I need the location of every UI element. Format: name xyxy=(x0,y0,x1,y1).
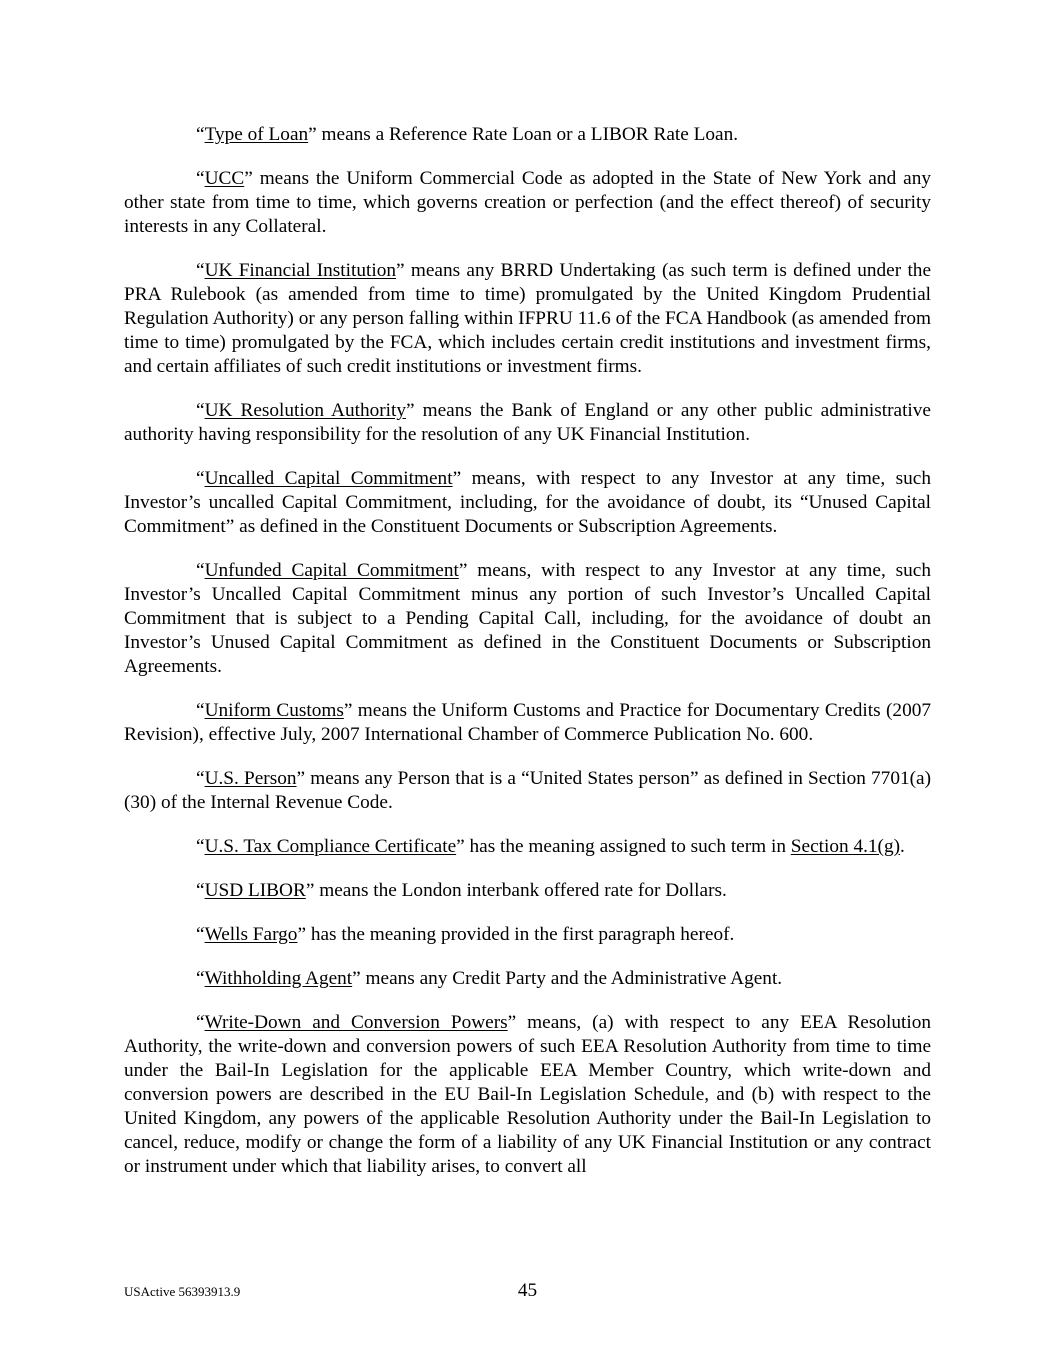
definition-us-person xyxy=(124,767,931,815)
definition-withholding-agent xyxy=(124,967,931,991)
open-quote: “ xyxy=(196,836,205,857)
defined-term: USD LIBOR xyxy=(204,880,306,901)
open-quote: “ xyxy=(196,260,205,281)
defined-term: Uniform Customs xyxy=(204,700,344,721)
definition-uk-financial-institution xyxy=(124,259,931,379)
open-quote: “ xyxy=(196,768,205,789)
defined-term: Type of Loan xyxy=(204,124,309,145)
defined-term: U.S. Tax Compliance Certificate xyxy=(204,836,457,857)
open-quote: “ xyxy=(196,168,205,189)
open-quote: “ xyxy=(196,700,205,721)
definition-usd-libor xyxy=(124,879,931,903)
definition-text: ” means the Uniform Commercial Code as adopted in the State of New York and any other state from time to time, which governs creation or perfection (and the effect thereof) of security interests in any Collateral. xyxy=(124,168,931,237)
defined-term: Wells Fargo xyxy=(204,924,298,945)
open-quote: “ xyxy=(196,1012,205,1033)
definition-text: ” has the meaning assigned to such term in xyxy=(456,836,791,857)
defined-term: Write-Down and Conversion Powers xyxy=(204,1012,508,1033)
defined-term: UCC xyxy=(204,168,245,189)
document-body xyxy=(124,123,931,1199)
definition-write-down-and-conversion-powers xyxy=(124,1011,931,1179)
definition-text: ” means a Reference Rate Loan or a LIBOR Rate Loan. xyxy=(308,124,739,145)
open-quote: “ xyxy=(196,400,205,421)
open-quote: “ xyxy=(196,880,205,901)
definition-text: ” means any BRRD Undertaking (as such term is defined under the PRA Rulebook (as amended from time to time) promulgated by the United Kingdom Prudential Regulation Authority) or any person falling within IFPRU 11.6 of the FCA Handbook (as amended from time to time) promulgated by the FCA, which includes certain credit institutions and investment firms, and certain affiliates of such credit institutions or investment firms. xyxy=(124,260,931,377)
definition-text: ” means, (a) with respect to any EEA Resolution Authority, the write-down and conversion powers of such EEA Resolution Authority from time to time under the Bail-In Legislation for the applicable EEA Member Country, which write-down and conversion powers are described in the EU Bail-In Legislation Schedule, and (b) with respect to the United Kingdom, any powers of the applicable Resolution Authority under the Bail-In Legislation to cancel, reduce, modify or change the form of a liability of any UK Financial Institution or any contract or instrument under which that liability arises, to convert all xyxy=(124,1012,931,1177)
definition-text: ” means any Person that is a “United States person” as defined in Section 7701(a)(30) of the Internal Revenue Code. xyxy=(124,768,931,813)
footer-document-id: USActive 56393913.9 xyxy=(124,1284,241,1299)
defined-term: Withholding Agent xyxy=(204,968,353,989)
open-quote: “ xyxy=(196,468,205,489)
definition-tail: . xyxy=(900,836,905,857)
definition-text: ” means the Bank of England or any other public administrative authority having responsibility for the resolution of any UK Financial Institution. xyxy=(124,400,931,445)
page-number: 45 xyxy=(517,1280,538,1301)
definition-text: ” has the meaning provided in the first paragraph hereof. xyxy=(297,924,735,945)
open-quote: “ xyxy=(196,124,205,145)
open-quote: “ xyxy=(196,968,205,989)
defined-term: UK Resolution Authority xyxy=(204,400,406,421)
definition-text: ” means, with respect to any Investor at any time, such Investor’s uncalled Capital Commitment, including, for the avoidance of doubt, its “Unused Capital Commitment” as defined in the Constituent Documents or Subscription Agreements. xyxy=(124,468,932,537)
definition-uniform-customs xyxy=(124,699,931,747)
definition-us-tax-compliance-certificate xyxy=(124,835,931,859)
definition-wells-fargo xyxy=(124,923,931,947)
definition-type-of-loan xyxy=(124,123,931,147)
section-reference: Section 4.1(g) xyxy=(790,836,901,857)
defined-term: Unfunded Capital Commitment xyxy=(204,560,459,581)
defined-term: Uncalled Capital Commitment xyxy=(204,468,453,489)
definition-text: ” means any Credit Party and the Administrative Agent. xyxy=(352,968,783,989)
definition-uk-resolution-authority xyxy=(124,399,931,447)
defined-term: U.S. Person xyxy=(204,768,297,789)
definition-text: ” means, with respect to any Investor at any time, such Investor’s Uncalled Capital Commitment minus any portion of such Investor’s Uncalled Capital Commitment that is subject to a Pending Capital Call, including, for the avoidance of doubt an Investor’s Unused Capital Commitment as defined in the Constituent Documents or Subscription Agreements. xyxy=(124,560,931,677)
defined-term: UK Financial Institution xyxy=(204,260,397,281)
open-quote: “ xyxy=(196,560,205,581)
definition-text: ” means the London interbank offered rate for Dollars. xyxy=(305,880,727,901)
definition-ucc xyxy=(124,167,931,239)
definition-text: ” means the Uniform Customs and Practice for Documentary Credits (2007 Revision), effective July, 2007 International Chamber of Commerce Publication No. 600. xyxy=(124,700,931,745)
open-quote: “ xyxy=(196,924,205,945)
definition-uncalled-capital-commitment xyxy=(124,467,931,539)
definition-unfunded-capital-commitment xyxy=(124,559,931,679)
